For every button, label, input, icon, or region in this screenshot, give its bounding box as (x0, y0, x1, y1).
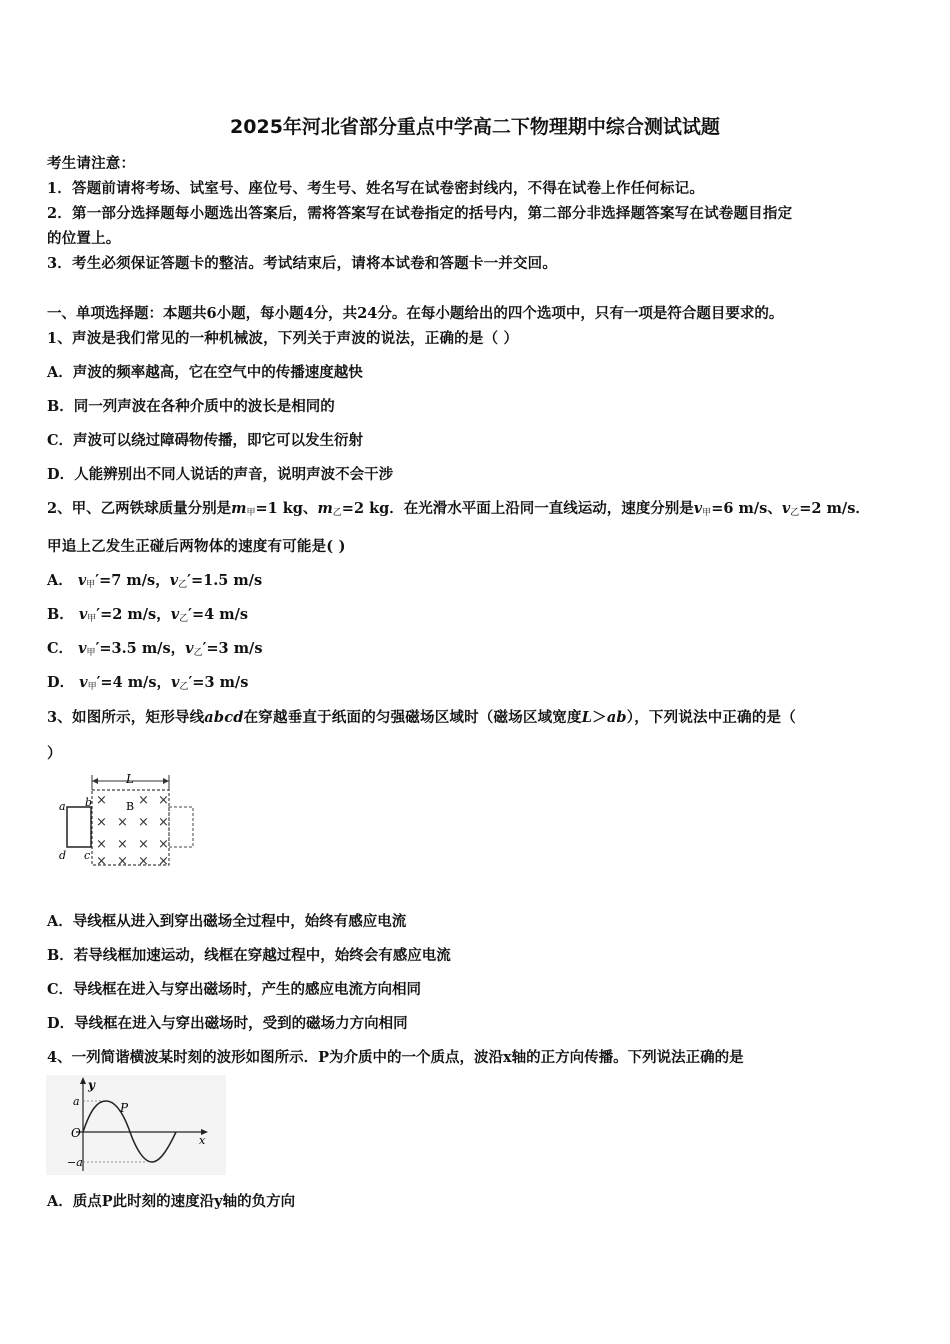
q2-option-c (47, 637, 263, 658)
arrow-head-left (92, 778, 98, 784)
q3-stem-text: 3、如图所示，矩形导线 (47, 709, 205, 726)
q2-option-a (47, 569, 262, 590)
prime: ′ (187, 572, 191, 589)
subscript: 甲 (87, 682, 97, 692)
corner-d: d (59, 849, 67, 862)
q4-stem: 4、一列简谐横波某时刻的波形如图所示．P为介质中的一个质点，波沿x轴的正方向传播。下列说法正确的是 (47, 1049, 744, 1066)
field-cross: × (117, 854, 128, 869)
field-label: B (126, 800, 135, 813)
value: =3 m/s (192, 674, 249, 691)
field-cross: × (96, 793, 107, 808)
velocity-symbol: v (781, 500, 791, 517)
value: =3 m/s (206, 640, 263, 657)
prime: ′ (188, 674, 193, 691)
field-cross: × (96, 815, 107, 830)
velocity-symbol: v (78, 640, 87, 657)
q1-option-d: D．人能辨别出不同人说话的声音，说明声波不会干涉 (47, 466, 394, 483)
value: =2 m/s， (100, 606, 171, 623)
q3-option-c: C．导线框在进入与穿出磁场时，产生的感应电流方向相同 (47, 981, 422, 998)
subscript: 乙 (179, 682, 189, 692)
field-cross: × (138, 815, 149, 830)
prime: ′ (96, 674, 101, 691)
width-label: L (126, 772, 134, 786)
option-label: B． (47, 606, 74, 623)
field-cross: × (96, 854, 107, 869)
mass-symbol: m (231, 500, 247, 517)
field-cross: × (117, 837, 128, 852)
field-cross: × (158, 793, 169, 808)
y-axis-label: y (88, 1078, 95, 1092)
velocity-value: =6 m/s、 (711, 500, 782, 517)
section-heading: 一、单项选择题：本题共6小题，每小题4分，共24分。在每小题给出的四个选项中，只有一项是符合题目要求的。 (47, 305, 784, 322)
subscript: 乙 (178, 580, 188, 590)
q3-stem-line2: ） (47, 745, 62, 762)
field-cross: × (158, 837, 169, 852)
prime: ′ (95, 572, 100, 589)
subscript: 乙 (179, 614, 189, 624)
field-cross: × (138, 854, 149, 869)
value: =3.5 m/s， (99, 640, 186, 657)
prime: ′ (202, 640, 207, 657)
value: =7 m/s， (99, 572, 170, 589)
comparison: ＞ (592, 709, 607, 726)
subscript: 乙 (790, 508, 800, 518)
magnetic-field-figure (55, 770, 205, 870)
notice-item-3: 3．考生必须保证答题卡的整洁。考试结束后，请将本试卷和答题卡一并交回。 (47, 255, 558, 272)
velocity-symbol: v (170, 606, 180, 623)
velocity-symbol: v (171, 674, 180, 691)
arrow-head-right (163, 778, 169, 784)
subscript: 乙 (332, 508, 342, 518)
field-cross: × (158, 854, 169, 869)
page-title: 2025年河北省部分重点中学高二下物理期中综合测试试题 (230, 116, 720, 138)
subscript: 甲 (86, 648, 96, 658)
prime: ′ (188, 606, 192, 623)
negative-amplitude-label: −a (67, 1156, 83, 1169)
value: =1.5 m/s (190, 572, 263, 589)
x-axis-label: x (199, 1134, 206, 1147)
mass-value: =2 kg．在光滑水平面上沿同一直线运动，速度分别是 (341, 500, 694, 517)
q3-option-d: D．导线框在进入与穿出磁场时，受到的磁场力方向相同 (47, 1015, 408, 1032)
wire-loop (67, 807, 91, 847)
field-cross: × (158, 815, 169, 830)
q1-option-c: C．声波可以绕过障碍物传播，即它可以发生衍射 (47, 432, 364, 449)
option-label: A． (47, 572, 73, 589)
velocity-value: =2 m/s． (799, 500, 870, 517)
loop-exit-position (169, 807, 193, 847)
notice-heading: 考生请注意： (47, 155, 136, 172)
q3-option-b: B．若导线框加速运动，线框在穿越过程中，始终会有感应电流 (47, 947, 451, 964)
notice-item-2-cont: 的位置上。 (47, 230, 121, 247)
subscript: 乙 (193, 648, 203, 658)
origin-label: O (71, 1126, 81, 1140)
field-cross: × (138, 837, 149, 852)
q2-option-d (47, 671, 248, 692)
loop-label: abcd (204, 709, 244, 726)
velocity-symbol: v (693, 500, 703, 517)
q2-stem-text: 2、甲、乙两铁球质量分别是 (47, 500, 232, 517)
mass-symbol: m (317, 500, 333, 517)
velocity-symbol: v (169, 572, 179, 589)
subscript: 甲 (702, 508, 712, 518)
field-cross: × (96, 837, 107, 852)
mass-value: =1 kg、 (255, 500, 318, 517)
side-symbol: ab (606, 709, 627, 726)
q2-stem-line2: 甲追上乙发生正碰后两物体的速度有可能是( ) (47, 538, 346, 555)
q3-stem (47, 706, 796, 727)
subscript: 甲 (86, 580, 96, 590)
q1-stem: 1、声波是我们常见的一种机械波，下列关于声波的说法，正确的是（ ） (47, 330, 519, 347)
point-p-label: P (120, 1101, 129, 1115)
prime: ′ (96, 606, 101, 623)
wave-figure (46, 1075, 226, 1175)
velocity-symbol: v (78, 606, 88, 623)
q1-option-b: B．同一列声波在各种介质中的波长是相同的 (47, 398, 335, 415)
notice-item-2: 2．第一部分选择题每小题选出答案后，需将答案写在试卷指定的括号内，第二部分非选择题答案写在试卷题目指定 (47, 205, 793, 222)
q1-option-a: A．声波的频率越高，它在空气中的传播速度越快 (47, 364, 363, 381)
subscript: 甲 (246, 508, 256, 518)
value: =4 m/s， (100, 674, 172, 691)
velocity-symbol: v (79, 674, 88, 691)
field-cross: × (117, 815, 128, 830)
amplitude-label: a (73, 1095, 80, 1108)
value: =4 m/s (191, 606, 249, 623)
q2-stem (47, 497, 870, 518)
option-label: C． (47, 640, 74, 657)
corner-a: a (59, 800, 66, 813)
corner-b: b (85, 796, 93, 809)
velocity-symbol: v (77, 572, 87, 589)
q3-option-a: A．导线框从进入到穿出磁场全过程中，始终有感应电流 (47, 913, 407, 930)
field-cross: × (138, 793, 149, 808)
corner-c: c (84, 849, 91, 862)
q3-stem-text: ），下列说法中正确的是（ (626, 709, 796, 726)
velocity-symbol: v (185, 640, 194, 657)
q3-stem-text: 在穿越垂直于纸面的匀强磁场区域时（磁场区域宽度 (243, 709, 582, 726)
prime: ′ (95, 640, 100, 657)
option-label: D． (47, 674, 75, 691)
notice-item-1: 1．答题前请将考场、试室号、座位号、考生号、姓名写在试卷密封线内，不得在试卷上作任何标记。 (47, 180, 705, 197)
q2-option-b (47, 603, 248, 624)
q4-option-a: A．质点P此时刻的速度沿y轴的负方向 (47, 1193, 296, 1210)
width-symbol: L (581, 709, 593, 726)
subscript: 甲 (87, 614, 97, 624)
